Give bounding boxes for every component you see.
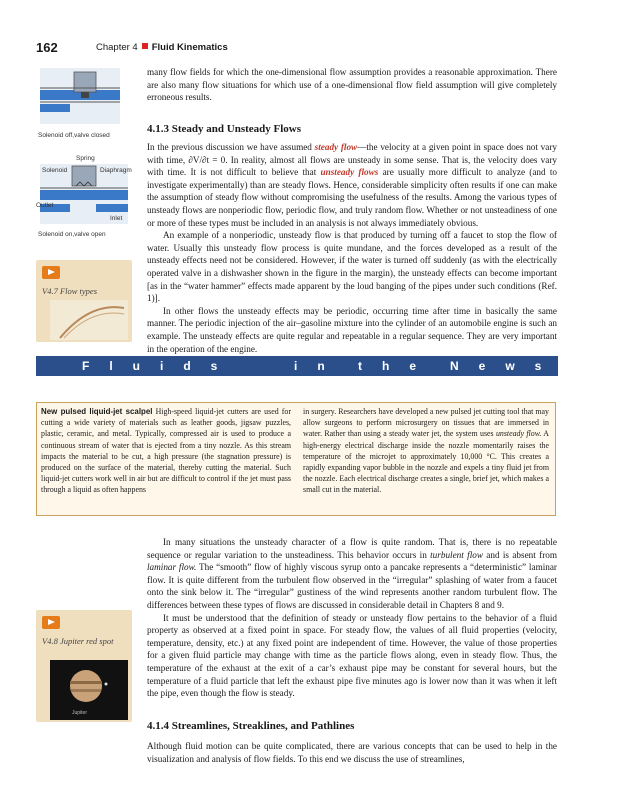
term-steady-flow: steady flow <box>314 142 358 152</box>
term-turbulent-flow: turbulent flow <box>430 549 483 560</box>
flow-photo <box>50 300 128 340</box>
jupiter-photo <box>50 660 128 720</box>
news-headline: New pulsed liquid-jet scalpel <box>41 407 153 416</box>
news-box <box>36 402 556 516</box>
video-v47-box[interactable] <box>36 260 132 342</box>
label-solenoid: Solenoid <box>42 167 68 174</box>
banner-word: Fluids <box>82 359 238 373</box>
video-v47-label: V4.7 Flow types <box>42 286 98 296</box>
paragraph: It must be understood that the definition of steady or unsteady flow pertains to the behavior of a fluid property as observed at a fixed point in space. For steady flow, the values of all fluid properties (velocity, temperature, density, etc.) at any fixed point are independent of time. However, the value of those properties for a given fluid particle may change with time as the particle flows along, even in steady flow. Thus, the temperature of the exhaust at the exit of a car’s exhaust pipe may be constant for several hours, but the temperature of a fluid particle that left the exhaust pipe five minutes ago is lower now than it was when it left the pipe, even though the flow is steady. <box>147 612 557 699</box>
section-title-413: 4.1.3 Steady and Unsteady Flows <box>147 123 302 135</box>
banner-word: News <box>450 359 562 373</box>
page-header <box>36 40 606 56</box>
square-bullet-icon <box>142 43 148 49</box>
section-title-414: 4.1.4 Streamlines, Streaklines, and Pathlines <box>147 720 355 732</box>
solenoid-valve-figure <box>36 64 136 244</box>
banner-word: the <box>358 359 436 373</box>
play-video-icon[interactable] <box>42 616 60 629</box>
paragraph: In other flows the unsteady effects may be periodic, occurring time after time in basically the same manner. The periodic injection of the air–gasoline mixture into the cylinder of an automobile engine is such an example. The unsteady effects are quite regular and repeatable in a regular sequence. They are very important in the operation of the engine. <box>147 305 557 354</box>
term-unsteady-flows: unsteady flows <box>320 167 379 178</box>
video-v48-label: V4.8 Jupiter red spot <box>42 636 114 646</box>
news-column-left: New pulsed liquid-jet scalpel High-speed liquid-jet cutters are used for cutting a wide variety of materials such as leather goods, jigsaw puzzles, plastic, ceramic, and metal. Typically, compressed air is used to produce a continuous stream of water that is ejected from a tiny nozzle. As this stream impacts the material to be cut, a high pressure (the stagnation pressure) is produced on the surface of the material, thereby cutting the material. Such liquid-jet cutters work well in air but are difficult to control if the jet must pass through a liquid as often happens <box>41 407 291 495</box>
term-unsteady-flow: unsteady flow. <box>495 429 542 439</box>
valve-closed-diagram <box>40 68 120 124</box>
paragraph: An example of a nonperiodic, unsteady flow is that produced by turning off a faucet to stop the flow of water. Usually this unsteady flow process is quite mundane, and the forces developed as a result of the unsteady effects need not be considered. However, if the water is turned off suddenly (as with the electrically operated valve in a dishwasher shown in the figure in the margin), the unsteady effects can become important [as in the “water hammer” effects made apparent by the loud banging of the pipes under such conditions (Ref. 1)]. <box>147 230 557 304</box>
label-outlet: Outlet <box>36 202 54 209</box>
banner-word: in <box>294 359 345 373</box>
section-414-body <box>147 740 557 765</box>
section-413-body <box>147 141 557 355</box>
lower-body <box>147 536 557 700</box>
term-laminar-flow: laminar flow. <box>147 562 197 573</box>
paragraph: In the previous discussion we have assumed steady flow—the velocity at a given point in space does not vary with time, ∂V/∂t = 0. In reality, almost all flows are unsteady in some sense. That is, the velocity does vary with time. It is not difficult to believe that unsteady flows are usually more difficult to analyze (and to investigate experimentally) than are steady flows. Hence, considerable simplicity often results if one can make the assumption of steady flow without compromising the usefulness of the results. Among the various types of unsteady flows are nonperiodic flow, periodic flow, and truly random flow. Whether or not unsteadiness of one or more of these types must be included in an analysis is not always immediately obvious. <box>147 142 557 228</box>
caption-valve-closed: Solenoid off,valve closed <box>38 132 110 139</box>
top-paragraph: many flow fields for which the one-dimensional flow assumption provides a reasonable approximation. There are also many flow situations for which use of a one-dimensional flow field assumption will give completely erroneous results. <box>147 67 557 103</box>
caption-valve-open: Solenoid on,valve open <box>38 231 106 238</box>
chapter-heading <box>96 42 228 53</box>
label-spring: Spring <box>76 155 95 162</box>
chapter-title: Fluid Kinematics <box>151 42 228 53</box>
fluids-in-the-news-banner <box>36 356 562 376</box>
news-column-right: in surgery. Researchers have developed a new pulsed jet cutting tool that may allow surgeons to perform microsurgery on tissues that are immersed in water. Rather than using a steady water jet, the system uses unsteady flow. A high-energy electrical discharge inside the nozzle momentarily raises the temperature of the microjet to approximately 10,000 °C. This creates a rapidly expanding vapor bubble in the nozzle and expels a tiny fluid jet from the nozzle. Each electrical discharge creates a single, brief jet, which makes a small cut in the material. <box>303 407 549 495</box>
paragraph: Although fluid motion can be quite complicated, there are various concepts that can be used to help in the visualization and analysis of flow fields. To this end we discuss the use of streamlines, <box>147 741 557 764</box>
play-video-icon[interactable] <box>42 266 60 279</box>
paragraph: In many situations the unsteady character of a flow is quite random. That is, there is no repeatable sequence or regular variation to the unsteadiness. This behavior occurs in turbulent flow and is absent from laminar flow. The “smooth” flow of highly viscous syrup onto a pancake represents a “deterministic” laminar flow. It is quite different from the turbulent flow observed in the “irregular” splashing of water from a faucet onto the sink below it. The “irregular” gustiness of the wind represents another random turbulent flow. The differences between these types of flows are discussed in considerable detail in Chapters 8 and 9. <box>147 537 557 610</box>
page-number: 162 <box>36 40 58 55</box>
label-diaphragm: Diaphragm <box>100 167 132 174</box>
video-v48-box[interactable] <box>36 610 132 722</box>
jupiter-image-label: Jupiter <box>72 710 88 716</box>
label-inlet: Inlet <box>110 215 123 222</box>
chapter-label: Chapter 4 <box>96 42 138 53</box>
